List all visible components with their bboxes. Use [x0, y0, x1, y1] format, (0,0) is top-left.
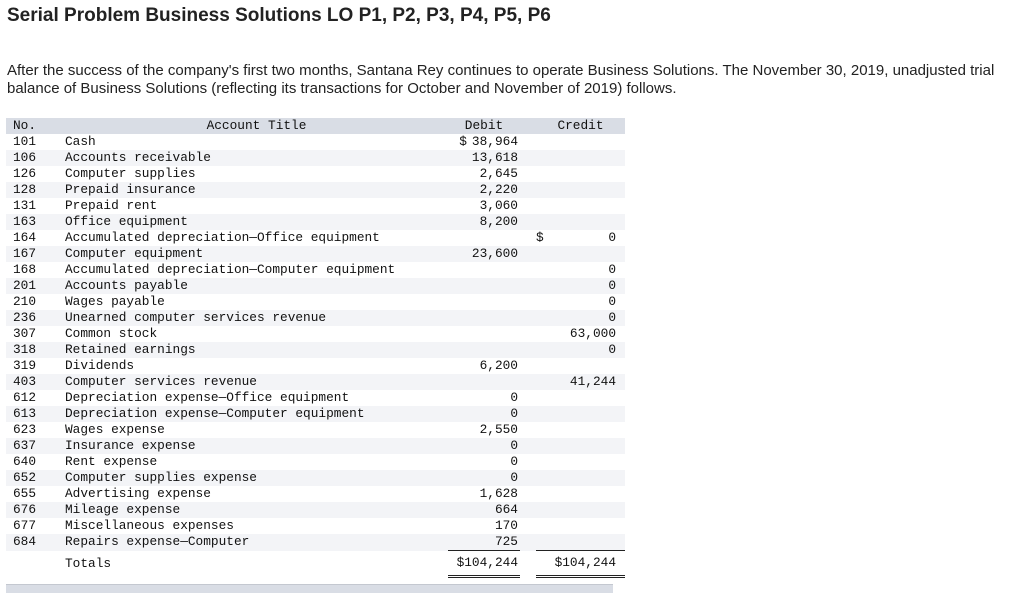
column-gap — [520, 502, 536, 518]
table-row — [6, 246, 625, 262]
debit-amount — [448, 502, 520, 518]
column-gap — [520, 182, 536, 198]
column-gap — [520, 326, 536, 342]
account-title-value: Depreciation expense—Computer equipment — [65, 406, 365, 421]
credit-amount — [536, 214, 625, 230]
debit-amount-value: 2,550 — [479, 422, 518, 437]
table-row — [6, 182, 625, 198]
account-no — [6, 358, 65, 374]
account-title — [65, 454, 448, 470]
totals-label: Totals — [65, 551, 448, 577]
header-credit: Credit — [557, 118, 604, 133]
account-title-value: Advertising expense — [65, 486, 211, 501]
account-no-value: 201 — [13, 278, 37, 293]
debit-amount — [448, 150, 520, 166]
account-title — [65, 326, 448, 342]
debit-amount-value: 2,220 — [479, 182, 518, 197]
account-title-value: Rent expense — [65, 454, 158, 469]
account-no — [6, 438, 65, 454]
table-row — [6, 294, 625, 310]
credit-amount — [536, 374, 625, 390]
account-title-value: Prepaid rent — [65, 198, 158, 213]
account-title-value: Retained earnings — [65, 342, 196, 357]
column-gap — [520, 278, 536, 294]
debit-amount — [448, 454, 520, 470]
credit-amount — [536, 198, 625, 214]
account-no-value: 131 — [13, 198, 37, 213]
account-title-value: Computer services revenue — [65, 374, 257, 389]
account-title — [65, 134, 448, 150]
trial-balance-table — [6, 118, 625, 578]
table-row — [6, 214, 625, 230]
account-title — [65, 182, 448, 198]
table-row — [6, 134, 625, 150]
column-gap — [520, 214, 536, 230]
debit-amount — [448, 166, 520, 182]
account-title — [65, 294, 448, 310]
account-title — [65, 534, 448, 551]
table-row — [6, 150, 625, 166]
column-gap — [520, 374, 536, 390]
debit-amount — [448, 486, 520, 502]
column-gap — [520, 390, 536, 406]
account-no-value: 126 — [13, 166, 37, 181]
account-no — [6, 502, 65, 518]
account-title-value: Dividends — [65, 358, 135, 373]
account-no — [6, 342, 65, 358]
account-no-value: 210 — [13, 294, 37, 309]
credit-amount — [536, 166, 625, 182]
debit-amount — [448, 326, 520, 342]
account-title-value: Accumulated depreciation—Computer equipment — [65, 262, 396, 277]
debit-amount-value: 0 — [510, 454, 518, 469]
debit-amount-value: 170 — [494, 518, 518, 533]
account-title-value: Common stock — [65, 326, 158, 341]
account-no — [6, 406, 65, 422]
credit-amount — [536, 262, 625, 278]
account-no-value: 623 — [13, 422, 37, 437]
account-title-value: Insurance expense — [65, 438, 196, 453]
credit-amount-value: 0 — [608, 262, 616, 277]
account-no-value: 612 — [13, 390, 37, 405]
table-row — [6, 454, 625, 470]
debit-amount — [448, 374, 520, 390]
debit-amount-value: 725 — [494, 534, 518, 549]
account-title — [65, 470, 448, 486]
account-title — [65, 246, 448, 262]
credit-amount — [536, 534, 625, 551]
account-no-value: 236 — [13, 310, 37, 325]
debit-amount-value: 0 — [510, 470, 518, 485]
account-title-value: Wages payable — [65, 294, 165, 309]
debit-amount-value: 8,200 — [479, 214, 518, 229]
column-gap — [520, 150, 536, 166]
account-title — [65, 502, 448, 518]
debit-amount — [448, 390, 520, 406]
credit-amount — [536, 342, 625, 358]
credit-amount-value: 0 — [608, 342, 616, 357]
account-no-value: 655 — [13, 486, 37, 501]
credit-amount-value: 63,000 — [569, 326, 616, 341]
account-title — [65, 390, 448, 406]
account-title — [65, 374, 448, 390]
credit-amount — [536, 134, 625, 150]
account-no-value: 677 — [13, 518, 37, 533]
account-no — [6, 470, 65, 486]
account-no — [6, 262, 65, 278]
column-gap — [520, 294, 536, 310]
debit-amount-value: 664 — [494, 502, 518, 517]
table-row — [6, 502, 625, 518]
debit-amount-value: 0 — [510, 406, 518, 421]
credit-amount-value: 0 — [608, 294, 616, 309]
account-title-value: Accounts payable — [65, 278, 188, 293]
debit-amount-value: 13,618 — [471, 150, 518, 165]
credit-amount — [536, 358, 625, 374]
debit-amount-value: 3,060 — [479, 198, 518, 213]
column-gap — [520, 166, 536, 182]
account-title — [65, 150, 448, 166]
account-no — [6, 310, 65, 326]
header-no: No. — [13, 118, 37, 133]
totals-debit: $104,244 — [448, 551, 520, 577]
debit-amount — [448, 230, 520, 246]
column-gap — [520, 470, 536, 486]
account-no — [6, 326, 65, 342]
debit-amount — [448, 358, 520, 374]
column-gap — [520, 342, 536, 358]
column-gap — [520, 518, 536, 534]
debit-amount — [448, 182, 520, 198]
account-title-value: Repairs expense—Computer — [65, 534, 250, 550]
table-row — [6, 326, 625, 342]
debit-amount — [448, 406, 520, 422]
debit-amount — [448, 134, 520, 150]
debit-amount — [448, 342, 520, 358]
account-no — [6, 246, 65, 262]
credit-amount-value: 0 — [608, 230, 616, 245]
table-row — [6, 438, 625, 454]
column-gap — [520, 262, 536, 278]
table-row — [6, 198, 625, 214]
credit-amount — [536, 518, 625, 534]
account-no — [6, 422, 65, 438]
totals-no — [6, 551, 65, 577]
account-title-value: Wages expense — [65, 422, 165, 437]
account-title — [65, 278, 448, 294]
account-no-value: 128 — [13, 182, 37, 197]
column-gap — [520, 358, 536, 374]
table-row — [6, 390, 625, 406]
table-row — [6, 422, 625, 438]
credit-amount — [536, 326, 625, 342]
account-title-value: Accounts receivable — [65, 150, 211, 165]
header-debit: Debit — [464, 118, 504, 133]
credit-amount — [536, 390, 625, 406]
debit-amount — [448, 278, 520, 294]
debit-amount-value: 2,645 — [479, 166, 518, 181]
table-row — [6, 342, 625, 358]
table-row — [6, 358, 625, 374]
table-row — [6, 406, 625, 422]
table-row — [6, 518, 625, 534]
credit-amount — [536, 486, 625, 502]
account-no-value: 613 — [13, 406, 37, 421]
account-no — [6, 294, 65, 310]
account-title — [65, 518, 448, 534]
debit-amount-value: 6,200 — [479, 358, 518, 373]
debit-amount — [448, 262, 520, 278]
account-title-value: Unearned computer services revenue — [65, 310, 327, 325]
account-title — [65, 310, 448, 326]
column-gap — [520, 134, 536, 150]
credit-amount — [536, 470, 625, 486]
column-gap — [520, 422, 536, 438]
account-title-value: Office equipment — [65, 214, 188, 229]
account-title — [65, 358, 448, 374]
account-no — [6, 454, 65, 470]
credit-amount — [536, 182, 625, 198]
account-title-value: Miscellaneous expenses — [65, 518, 234, 533]
table-row — [6, 230, 625, 246]
debit-amount — [448, 438, 520, 454]
column-gap — [520, 534, 536, 551]
account-title-value: Prepaid insurance — [65, 182, 196, 197]
account-title — [65, 166, 448, 182]
credit-amount — [536, 454, 625, 470]
table-row — [6, 278, 625, 294]
debit-amount-value: 23,600 — [471, 246, 518, 261]
table-row — [6, 486, 625, 502]
credit-amount — [536, 230, 625, 246]
debit-amount — [448, 246, 520, 262]
dollar-sign: $ — [459, 134, 467, 149]
debit-amount-value: 38,964 — [471, 134, 518, 149]
credit-amount — [536, 502, 625, 518]
debit-amount — [448, 214, 520, 230]
account-no — [6, 486, 65, 502]
account-title — [65, 438, 448, 454]
debit-amount — [448, 518, 520, 534]
account-no-value: 168 — [13, 262, 37, 277]
account-no — [6, 166, 65, 182]
account-title-value: Mileage expense — [65, 502, 181, 517]
header-account-title: Account Title — [206, 118, 307, 133]
dollar-sign: $ — [536, 230, 544, 245]
column-gap — [520, 406, 536, 422]
intro-paragraph: After the success of the company's first two months, Santana Rey continues to operate Business Solutions. The November 30, 2019, unadjusted trial balance of Business Solutions (reflecting its transactions for October and November of 2019) follows. — [7, 62, 995, 97]
credit-amount — [536, 294, 625, 310]
column-gap — [520, 230, 536, 246]
account-title-value: Cash — [65, 134, 96, 149]
account-no — [6, 198, 65, 214]
account-no — [6, 150, 65, 166]
account-no-value: 652 — [13, 470, 37, 485]
account-no — [6, 534, 65, 551]
table-header-row — [6, 118, 625, 134]
account-title-value: Accumulated depreciation—Office equipment — [65, 230, 380, 245]
column-gap — [520, 246, 536, 262]
debit-amount-value: 0 — [510, 390, 518, 405]
debit-amount — [448, 534, 520, 551]
credit-amount — [536, 310, 625, 326]
table-row — [6, 166, 625, 182]
account-title — [65, 198, 448, 214]
credit-amount — [536, 278, 625, 294]
account-no-value: 167 — [13, 246, 37, 261]
credit-amount-value: 0 — [608, 310, 616, 325]
column-gap — [520, 438, 536, 454]
account-no — [6, 230, 65, 246]
account-title-value: Computer equipment — [65, 246, 204, 261]
account-no — [6, 214, 65, 230]
account-no — [6, 182, 65, 198]
totals-gap — [520, 551, 536, 577]
account-title — [65, 214, 448, 230]
table-row — [6, 534, 625, 551]
debit-amount-value: 0 — [510, 438, 518, 453]
account-no — [6, 278, 65, 294]
account-no-value: 637 — [13, 438, 37, 453]
account-title-value: Depreciation expense—Office equipment — [65, 390, 350, 405]
column-gap — [520, 486, 536, 502]
account-title — [65, 422, 448, 438]
table-row — [6, 470, 625, 486]
account-no-value: 640 — [13, 454, 37, 469]
debit-amount — [448, 198, 520, 214]
account-no-value: 676 — [13, 502, 37, 517]
account-no-value: 307 — [13, 326, 37, 341]
account-no-value: 403 — [13, 374, 37, 389]
account-no — [6, 390, 65, 406]
credit-amount — [536, 150, 625, 166]
account-no-value: 101 — [13, 134, 37, 149]
account-title — [65, 230, 448, 246]
column-gap — [520, 454, 536, 470]
column-gap — [520, 198, 536, 214]
credit-amount — [536, 406, 625, 422]
totals-row — [6, 551, 625, 577]
credit-amount — [536, 438, 625, 454]
credit-amount — [536, 422, 625, 438]
account-no-value: 163 — [13, 214, 37, 229]
account-title — [65, 406, 448, 422]
account-no-value: 164 — [13, 230, 37, 245]
account-no — [6, 374, 65, 390]
column-gap — [520, 310, 536, 326]
debit-amount — [448, 294, 520, 310]
account-no-value: 319 — [13, 358, 37, 373]
credit-amount-value: 0 — [608, 278, 616, 293]
account-no-value: 106 — [13, 150, 37, 165]
header-gap — [520, 118, 536, 134]
table-footer-bar — [6, 584, 613, 593]
debit-amount — [448, 310, 520, 326]
table-row — [6, 262, 625, 278]
account-no-value: 684 — [13, 534, 37, 550]
table-row — [6, 310, 625, 326]
account-no — [6, 518, 65, 534]
debit-amount — [448, 422, 520, 438]
account-title-value: Computer supplies — [65, 166, 196, 181]
account-title-value: Computer supplies expense — [65, 470, 257, 485]
debit-amount — [448, 470, 520, 486]
credit-amount-value: 41,244 — [569, 374, 616, 389]
account-no-value: 318 — [13, 342, 37, 357]
account-title — [65, 262, 448, 278]
debit-amount-value: 1,628 — [479, 486, 518, 501]
account-title — [65, 342, 448, 358]
account-no — [6, 134, 65, 150]
page-title: Serial Problem Business Solutions LO P1, P2, P3, P4, P5, P6 — [7, 5, 551, 26]
table-row — [6, 374, 625, 390]
totals-credit: $104,244 — [536, 551, 625, 577]
account-title — [65, 486, 448, 502]
credit-amount — [536, 246, 625, 262]
